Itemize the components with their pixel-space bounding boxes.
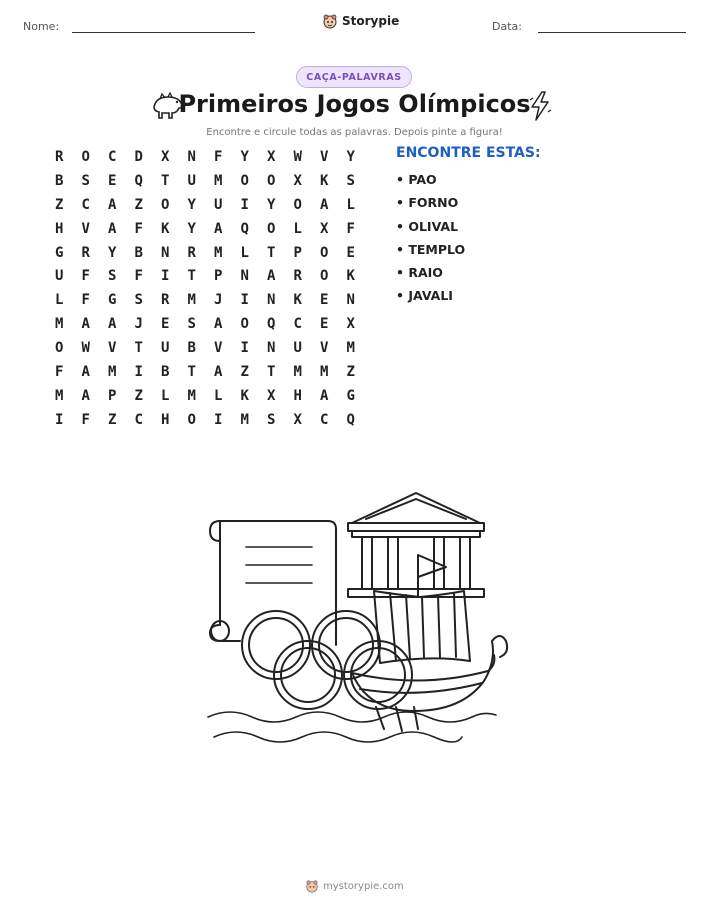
grid-letter[interactable]: G [55, 244, 64, 261]
grid-letter[interactable]: B [187, 340, 196, 357]
grid-letter[interactable]: I [55, 411, 64, 428]
waves-icon [208, 712, 496, 742]
grid-letter[interactable]: T [267, 363, 276, 380]
storypie-mascot-icon [322, 13, 338, 29]
grid-row [46, 336, 364, 360]
grid-letter[interactable]: D [134, 148, 143, 165]
grid-letter[interactable]: F [134, 268, 143, 285]
grid-letter[interactable]: T [187, 268, 196, 285]
name-line [72, 32, 255, 33]
grid-letter[interactable]: T [267, 244, 276, 261]
grid-letter[interactable]: N [267, 292, 276, 309]
grid-letter[interactable]: X [293, 172, 302, 189]
grid-letter[interactable]: S [81, 172, 90, 189]
grid-row [46, 241, 364, 265]
grid-letter[interactable]: A [320, 387, 329, 404]
flag-icon [418, 555, 446, 597]
grid-letter[interactable]: N [240, 268, 249, 285]
grid-letter[interactable]: O [240, 172, 249, 189]
grid-letter[interactable]: C [320, 411, 329, 428]
grid-letter[interactable]: E [320, 316, 329, 333]
grid-letter[interactable]: G [346, 387, 355, 404]
grid-letter[interactable]: O [55, 340, 64, 357]
grid-letter[interactable]: N [161, 244, 170, 261]
lightning-bolt-icon [528, 90, 552, 122]
word-list [396, 172, 465, 312]
grid-letter[interactable]: A [81, 363, 90, 380]
grid-letter[interactable]: X [161, 148, 170, 165]
grid-letter[interactable]: E [108, 172, 117, 189]
grid-letter[interactable]: E [320, 292, 329, 309]
grid-letter[interactable]: V [81, 220, 90, 237]
grid-letter[interactable]: V [320, 340, 329, 357]
grid-letter[interactable]: Z [134, 196, 143, 213]
grid-letter[interactable]: M [293, 363, 302, 380]
grid-letter[interactable]: K [320, 172, 329, 189]
grid-letter[interactable]: U [293, 340, 302, 357]
grid-letter[interactable]: L [346, 196, 355, 213]
grid-letter[interactable]: Y [267, 196, 276, 213]
grid-letter[interactable]: X [293, 411, 302, 428]
grid-letter[interactable]: U [55, 268, 64, 285]
grid-letter[interactable]: J [134, 316, 143, 333]
grid-letter[interactable]: W [293, 148, 302, 165]
grid-letter[interactable]: I [134, 363, 143, 380]
grid-letter[interactable]: N [267, 340, 276, 357]
grid-row [46, 312, 364, 336]
grid-letter[interactable]: L [161, 387, 170, 404]
grid-letter[interactable]: Y [187, 196, 196, 213]
grid-letter[interactable]: S [108, 268, 117, 285]
grid-letter[interactable]: V [320, 148, 329, 165]
grid-letter[interactable]: F [81, 292, 90, 309]
grid-letter[interactable]: V [214, 340, 223, 357]
grid-letter[interactable]: M [55, 316, 64, 333]
grid-row [46, 360, 364, 384]
temple-icon [348, 493, 484, 597]
grid-letter[interactable]: Z [55, 196, 64, 213]
grid-letter[interactable]: J [214, 292, 223, 309]
grid-letter[interactable]: O [81, 148, 90, 165]
grid-row [46, 408, 364, 432]
grid-letter[interactable]: U [214, 196, 223, 213]
name-label: Nome: [23, 20, 60, 33]
brand-logo [322, 13, 399, 29]
grid-letter[interactable]: Y [346, 148, 355, 165]
grid-letter[interactable]: F [214, 148, 223, 165]
grid-letter[interactable]: L [293, 220, 302, 237]
grid-letter[interactable]: T [161, 172, 170, 189]
grid-letter[interactable]: R [161, 292, 170, 309]
footer [305, 879, 404, 893]
grid-row [46, 217, 364, 241]
grid-row [46, 169, 364, 193]
grid-letter[interactable]: O [320, 244, 329, 261]
grid-letter[interactable]: A [108, 220, 117, 237]
grid-letter[interactable]: O [161, 196, 170, 213]
grid-letter[interactable]: A [214, 363, 223, 380]
grid-letter[interactable]: R [55, 148, 64, 165]
grid-row [46, 384, 364, 408]
page-title: Primeiros Jogos Olímpicos [178, 90, 531, 118]
grid-letter[interactable]: Y [187, 220, 196, 237]
date-line [538, 32, 686, 33]
olympic-rings-icon [242, 611, 412, 709]
word-item: • FORNO [396, 195, 459, 211]
grid-letter[interactable]: U [187, 172, 196, 189]
grid-letter[interactable]: O [267, 172, 276, 189]
grid-letter[interactable]: R [81, 244, 90, 261]
footer-url: mystorypie.com [323, 880, 404, 892]
grid-letter[interactable]: O [187, 411, 196, 428]
grid-letter[interactable]: Z [134, 387, 143, 404]
grid-letter[interactable]: I [240, 196, 249, 213]
grid-letter[interactable]: F [81, 411, 90, 428]
storypie-mascot-icon [305, 879, 319, 893]
word-search-grid [46, 145, 364, 432]
word-item: • JAVALI [396, 288, 453, 304]
word-item: • PAO [396, 172, 437, 187]
grid-letter[interactable]: L [214, 387, 223, 404]
grid-letter[interactable]: A [214, 220, 223, 237]
brand-name: Storypie [342, 14, 400, 28]
grid-row [46, 145, 364, 169]
grid-letter[interactable]: A [214, 316, 223, 333]
grid-letter[interactable]: L [55, 292, 64, 309]
grid-letter[interactable]: B [161, 363, 170, 380]
grid-letter[interactable]: A [81, 316, 90, 333]
grid-letter[interactable]: C [293, 316, 302, 333]
grid-letter[interactable]: G [108, 292, 117, 309]
grid-letter[interactable]: A [267, 268, 276, 285]
grid-letter[interactable]: P [214, 268, 223, 285]
grid-letter[interactable]: A [108, 316, 117, 333]
grid-letter[interactable]: X [267, 148, 276, 165]
word-item: • OLIVAL [396, 218, 459, 234]
grid-letter[interactable]: Z [108, 411, 117, 428]
grid-letter[interactable]: Q [267, 316, 276, 333]
grid-letter[interactable]: K [346, 268, 355, 285]
grid-letter[interactable]: Y [240, 148, 249, 165]
grid-letter[interactable]: C [81, 196, 90, 213]
grid-letter[interactable]: F [55, 363, 64, 380]
grid-letter[interactable]: C [134, 411, 143, 428]
grid-letter[interactable]: M [187, 387, 196, 404]
grid-letter[interactable]: I [214, 411, 223, 428]
grid-letter[interactable]: Z [240, 363, 249, 380]
grid-letter[interactable]: A [81, 387, 90, 404]
grid-letter[interactable]: R [187, 244, 196, 261]
grid-letter[interactable]: N [187, 148, 196, 165]
grid-letter[interactable]: S [267, 411, 276, 428]
grid-letter[interactable]: Q [134, 172, 143, 189]
grid-letter[interactable]: Y [108, 244, 117, 261]
grid-letter[interactable]: M [320, 363, 329, 380]
grid-letter[interactable]: M [214, 172, 223, 189]
grid-letter[interactable]: V [108, 340, 117, 357]
date-label: Data: [492, 20, 522, 33]
grid-letter[interactable]: X [346, 316, 355, 333]
grid-letter[interactable]: F [81, 268, 90, 285]
grid-letter[interactable]: F [346, 220, 355, 237]
grid-letter[interactable]: T [134, 340, 143, 357]
grid-letter[interactable]: H [55, 220, 64, 237]
grid-letter[interactable]: A [320, 196, 329, 213]
grid-letter[interactable]: P [108, 387, 117, 404]
grid-letter[interactable]: B [134, 244, 143, 261]
grid-letter[interactable]: M [240, 411, 249, 428]
word-item: • TEMPLO [396, 241, 466, 257]
word-item: • RAIO [396, 265, 443, 281]
grid-letter[interactable]: S [346, 172, 355, 189]
grid-letter[interactable]: K [293, 292, 302, 309]
grid-letter[interactable]: E [346, 244, 355, 261]
coloring-illustration [200, 485, 510, 750]
grid-letter[interactable]: C [108, 148, 117, 165]
grid-letter[interactable]: I [161, 268, 170, 285]
grid-letter[interactable]: E [161, 316, 170, 333]
grid-letter[interactable]: S [134, 292, 143, 309]
grid-letter[interactable]: M [108, 363, 117, 380]
grid-row [46, 264, 364, 288]
grid-letter[interactable]: U [161, 340, 170, 357]
grid-letter[interactable]: O [240, 316, 249, 333]
grid-letter[interactable]: X [320, 220, 329, 237]
grid-letter[interactable]: Z [346, 363, 355, 380]
grid-letter[interactable]: O [267, 220, 276, 237]
grid-letter[interactable]: M [214, 244, 223, 261]
grid-letter[interactable]: L [240, 244, 249, 261]
grid-row [46, 288, 364, 312]
word-list-title: ENCONTRE ESTAS: [396, 145, 541, 161]
grid-letter[interactable]: S [187, 316, 196, 333]
grid-letter[interactable]: H [161, 411, 170, 428]
instructions: Encontre e circule todas as palavras. Depois pinte a figura! [206, 127, 503, 138]
grid-letter[interactable]: I [240, 340, 249, 357]
grid-letter[interactable]: R [293, 268, 302, 285]
grid-letter[interactable]: P [293, 244, 302, 261]
grid-letter[interactable]: Q [346, 411, 355, 428]
grid-row [46, 193, 364, 217]
grid-letter[interactable]: H [293, 387, 302, 404]
grid-letter[interactable]: T [187, 363, 196, 380]
grid-letter[interactable]: X [267, 387, 276, 404]
puzzle-type-badge: CAÇA-PALAVRAS [296, 66, 412, 88]
grid-letter[interactable]: M [55, 387, 64, 404]
grid-letter[interactable]: B [55, 172, 64, 189]
grid-letter[interactable]: N [346, 292, 355, 309]
grid-letter[interactable]: F [134, 220, 143, 237]
grid-letter[interactable]: A [108, 196, 117, 213]
grid-letter[interactable]: K [161, 220, 170, 237]
grid-letter[interactable]: O [293, 196, 302, 213]
grid-letter[interactable]: Q [240, 220, 249, 237]
grid-letter[interactable]: I [240, 292, 249, 309]
grid-letter[interactable]: M [346, 340, 355, 357]
grid-letter[interactable]: K [240, 387, 249, 404]
grid-letter[interactable]: W [81, 340, 90, 357]
grid-letter[interactable]: O [320, 268, 329, 285]
grid-letter[interactable]: M [187, 292, 196, 309]
